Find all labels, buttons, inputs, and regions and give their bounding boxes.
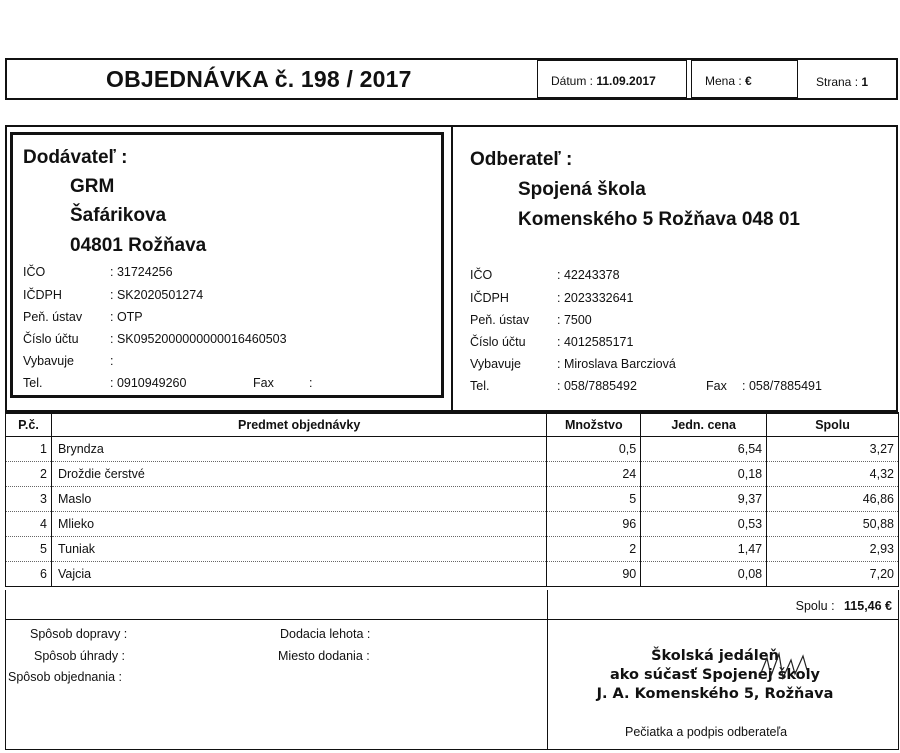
payment-label: Spôsob úhrady :: [34, 649, 126, 663]
row-total: 7,20: [767, 562, 899, 587]
row-item-name: Mlieko: [51, 512, 546, 537]
customer-address: Komenského 5 Rožňava 048 01: [518, 209, 800, 230]
customer-handler-value: : Miroslava Barcziová: [557, 357, 676, 371]
row-unit-price: 0,53: [641, 512, 767, 537]
table-row: [6, 487, 899, 512]
signature-caption: Pečiatka a podpis odberateľa: [625, 725, 788, 739]
row-total: 4,32: [767, 462, 899, 487]
lower-left-border: [5, 590, 6, 750]
currency-value: €: [745, 74, 752, 88]
sum-divider: [547, 590, 548, 750]
col-header-quantity: Množstvo: [547, 413, 641, 437]
customer-phone-value: : 058/7885492: [557, 379, 637, 393]
customer-fields: [470, 268, 890, 398]
supplier-label: Dodávateľ :: [23, 147, 128, 168]
row-quantity: 2: [547, 537, 641, 562]
row-unit-price: 0,08: [641, 562, 767, 587]
customer-account-value: : 4012585171: [557, 335, 634, 349]
table-row: [6, 537, 899, 562]
row-number: 6: [6, 562, 52, 587]
customer-icdph-value: : 2023332641: [557, 291, 634, 305]
supplier-street: Šafárikova: [70, 205, 167, 226]
col-header-unit-price: Jedn. cena: [641, 413, 767, 437]
customer-handler-key: Vybavuje: [470, 357, 521, 371]
row-quantity: 0,5: [547, 437, 641, 462]
row-item-name: Tuniak: [51, 537, 546, 562]
row-number: 4: [6, 512, 52, 537]
supplier-fax-key: Fax: [253, 376, 274, 390]
supplier-icdph-value: : SK2020501274: [110, 288, 204, 302]
row-number: 2: [6, 462, 52, 487]
table-row: [6, 462, 899, 487]
supplier-account-value: : SK0952000000000016460503: [110, 332, 287, 346]
supplier-phone-value: : 0910949260: [110, 376, 187, 390]
parties-divider: [451, 127, 453, 410]
supplier-ico-value: : 31724256: [110, 265, 173, 279]
supplier-bank-key: Peň. ústav: [23, 310, 83, 324]
lower-right-border: [898, 590, 899, 750]
customer-ico-value: : 42243378: [557, 268, 620, 282]
supplier-account-key: Číslo účtu: [23, 332, 79, 346]
supplier-handler-key: Vybavuje: [23, 354, 74, 368]
supplier-name: GRM: [70, 176, 115, 197]
customer-label: Odberateľ :: [470, 149, 573, 170]
signature-scribble: [755, 648, 815, 688]
row-item-name: Droždie čerstvé: [51, 462, 546, 487]
stamp-line-2: ako súčasť Spojenej školy: [609, 667, 821, 683]
customer-ico-key: IČO: [470, 268, 493, 282]
supplier-fax-value: :: [309, 376, 313, 390]
delivery-term-label: Dodacia lehota :: [280, 627, 371, 641]
row-total: 50,88: [767, 512, 899, 537]
stamp-line-3: J. A. Komenského 5, Rožňava: [596, 686, 834, 702]
lower-bottom-border: [5, 749, 899, 750]
transport-label: Spôsob dopravy :: [30, 627, 128, 641]
supplier-phone-key: Tel.: [23, 376, 43, 390]
customer-account-key: Číslo účtu: [470, 335, 526, 349]
sum-label: Spolu :: [795, 599, 835, 613]
supplier-handler-value: :: [110, 354, 114, 368]
customer-fax-value: : 058/7885491: [742, 379, 822, 393]
row-total: 2,93: [767, 537, 899, 562]
sum-value: 115,46 €: [844, 599, 892, 613]
date-value: 11.09.2017: [596, 74, 656, 88]
supplier-city: 04801 Rožňava: [70, 235, 207, 256]
customer-bank-key: Peň. ústav: [470, 313, 530, 327]
order-method-label: Spôsob objednania :: [8, 670, 122, 684]
row-quantity: 96: [547, 512, 641, 537]
items-table: [5, 412, 899, 587]
row-item-name: Maslo: [51, 487, 546, 512]
date-field: [551, 74, 656, 88]
supplier-bank-value: : OTP: [110, 310, 143, 324]
currency-label: Mena :: [705, 74, 742, 88]
customer-phone-key: Tel.: [470, 379, 490, 393]
row-number: 1: [6, 437, 52, 462]
col-header-item: Predmet objednávky: [51, 413, 546, 437]
row-quantity: 90: [547, 562, 641, 587]
table-row: [6, 562, 899, 587]
delivery-place-label: Miesto dodania :: [278, 649, 370, 663]
date-label: Dátum :: [551, 74, 594, 88]
row-unit-price: 0,18: [641, 462, 767, 487]
items-header-row: [6, 413, 899, 437]
table-row: [6, 512, 899, 537]
order-title: OBJEDNÁVKA č. 198 / 2017: [106, 66, 412, 92]
row-unit-price: 6,54: [641, 437, 767, 462]
row-number: 3: [6, 487, 52, 512]
supplier-icdph-key: IČDPH: [23, 288, 62, 302]
col-header-number: P.č.: [6, 413, 52, 437]
customer-icdph-key: IČDPH: [470, 291, 509, 305]
row-unit-price: 1,47: [641, 537, 767, 562]
page-field: [816, 75, 868, 89]
page-label: Strana :: [816, 75, 859, 89]
grand-total: [600, 599, 892, 613]
col-header-total: Spolu: [767, 413, 899, 437]
customer-name: Spojená škola: [518, 179, 646, 200]
row-item-name: Bryndza: [51, 437, 546, 462]
row-number: 5: [6, 537, 52, 562]
row-quantity: 5: [547, 487, 641, 512]
row-total: 3,27: [767, 437, 899, 462]
row-item-name: Vajcia: [51, 562, 546, 587]
currency-field: [705, 74, 752, 88]
row-total: 46,86: [767, 487, 899, 512]
customer-fax-key: Fax: [706, 379, 727, 393]
row-unit-price: 9,37: [641, 487, 767, 512]
row-quantity: 24: [547, 462, 641, 487]
supplier-fields: [23, 265, 433, 395]
sum-row-line: [5, 619, 899, 620]
table-row: [6, 437, 899, 462]
customer-bank-value: : 7500: [557, 313, 592, 327]
supplier-ico-key: IČO: [23, 265, 46, 279]
stamp-line-1: Školská jedáleň: [651, 648, 779, 664]
page-value: 1: [861, 75, 869, 89]
